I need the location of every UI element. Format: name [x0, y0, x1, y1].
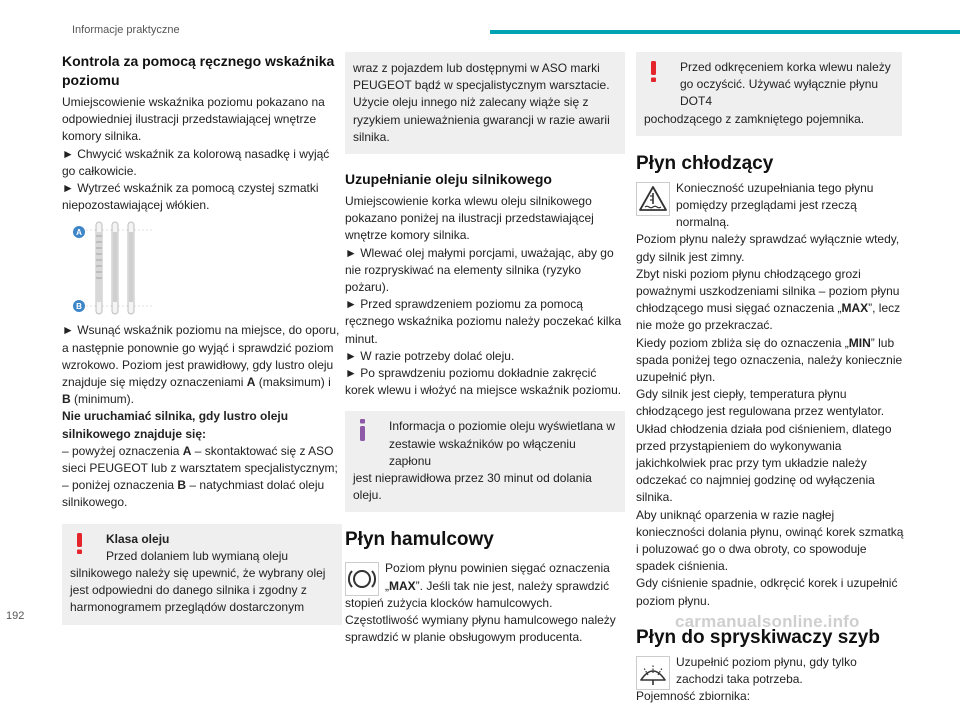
coolant-pressure-text: Układ chłodzenia działa pod ciśnieniem, dlatego przed przystąpieniem do wykonywania jakichkolwiek prac przy tym układzie należy odczekać co najmniej godzinę od wyłączenia silnika. — [636, 421, 892, 505]
dipstick-step-3: ► Wsunąć wskaźnik poziomu na miejsce, do oporu, a następnie ponownie go wyjąć i sprawdzić poziom wzrokowo. Poziom jest prawidłowy, gdy lustro oleju znajduje się między oznaczeniami A (maksimum) i B (minimum). — [62, 323, 340, 407]
washer-text-start: Uzupełnić poziom płynu, gdy tylko zachodzi taka potrzeba. — [676, 654, 857, 687]
coolant-text-start: Konieczność uzupełniania tego płynu pomiędzy przeglądami jest rzeczą normalną. — [676, 180, 874, 230]
brake-fluid-text-start: Poziom płynu powinien sięgać oznaczenia „MAX”. Jeśli tak nie jest, należy sprawdzić — [385, 561, 610, 593]
dipstick-drawing — [62, 222, 152, 314]
coolant-icon — [636, 182, 670, 216]
heading-brake-fluid: Płyn hamulcowy — [345, 529, 494, 551]
oil-level-info-start: Informacja o poziomie oleju wyświetlana w zestawie wskaźników po włączeniu zapłonu — [389, 419, 616, 468]
oil-grade-note — [62, 524, 342, 625]
info-icon — [353, 418, 373, 442]
column-3 — [636, 52, 904, 706]
washer-fluid-section — [636, 654, 904, 688]
warning-above-a: – powyżej oznaczenia A – skontaktować się z ASO sieci PEUGEOT lub z warsztatem specjalistycznym; — [62, 443, 338, 476]
warning-exclamation-icon — [644, 59, 664, 83]
oil-level-info-text: jest nieprawidłowa przez 30 minut od dolania oleju. — [353, 471, 592, 503]
coolant-refill-text: Gdy ciśnienie spadnie, odkręcić korek i uzupełnić poziom płynu. — [636, 576, 898, 608]
brake-fluid-text: stopień zużycia klocków hamulcowych. Częstotliwość wymiany płynu hamulcowego należy sprawdzić w planie obsługowym producenta. — [345, 595, 616, 645]
refill-location-text: Umiejscowienie korka wlewu oleju silnikowego pokazano poniżej na ilustracji przedstawiającej wnętrze komory silnika. — [345, 194, 594, 243]
oil-grade-text: silnikowego należy się upewnić, że wybrany olej jest odpowiedni do danego silnika i zgodny z harmonogramem przeglądów dostarczonym — [70, 566, 326, 615]
header-accent-bar — [490, 30, 960, 34]
oil-grade-note-continued — [345, 52, 625, 154]
refill-step-1: ► Wlewać olej małymi porcjami, uważając, aby go nie rozpryskiwać na elementy silnika (ryzyko pożaru). — [345, 245, 614, 295]
oil-grade-text-continued: wraz z pojazdem lub dostępnymi w ASO marki PEUGEOT bądź w specjalistycznym warsztacie. Użycie oleju innego niż zalecany wiąże się z ryzykiem unieważnienia gwarancji w razie awarii silnika. — [353, 61, 610, 144]
page-number: 192 — [6, 610, 25, 622]
coolant-fan-text: Gdy silnik jest ciepły, temperatura płynu chłodzącego jest regulowana przez wentylator. — [636, 387, 885, 419]
warning-below-b: – poniżej oznaczenia B – natychmiast dolać oleju silnikowego. — [62, 478, 325, 510]
brake-warning-text: pochodzącego z zamkniętego pojemnika. — [644, 111, 865, 126]
heading-washer-fluid: Płyn do spryskiwaczy szyb — [636, 626, 880, 648]
coolant-min-text: Kiedy poziom zbliża się do oznaczenia „MIN” lub spada poniżej tego oznaczenia, należy koniecznie uzupełnić płyn. — [636, 335, 903, 385]
heading-manual-dipstick: Kontrola za pomocą ręcznego wskaźnika poziomu — [62, 53, 335, 88]
dipstick-location-text: Umiejscowienie wskaźnika poziomu pokazano na odpowiedniej ilustracji przedstawiającej wnętrze komory silnika. — [62, 95, 325, 144]
refill-step-3: ► W razie potrzeby dolać oleju. — [345, 348, 515, 363]
column-2 — [345, 52, 625, 646]
warning-exclamation-icon — [70, 531, 90, 555]
figure-label-b: B — [76, 302, 82, 312]
engine-warning-bold: Nie uruchamiać silnika, gdy lustro oleju silnikowego znajduje się: — [62, 409, 289, 441]
coolant-section — [636, 180, 904, 232]
coolant-level-text: Zbyt niski poziom płynu chłodzącego grozi poważnymi uszkodzeniami silnika – poziom płynu chłodzącego musi sięgać oznaczenia „MAX”, lecz nie może go przekraczać. — [636, 266, 901, 333]
brake-fluid-icon — [345, 562, 379, 596]
dipstick-step-1: ► Chwycić wskaźnik za kolorową nasadkę i wyjąć go całkowicie. — [62, 146, 330, 178]
brake-fluid-warning-note — [636, 52, 902, 136]
washer-capacity-label: Pojemność zbiornika: — [636, 689, 751, 704]
coolant-burn-text: Aby uniknąć oparzenia w razie nagłej konieczności dolania płynu, owinąć korek szmatką i poluzować go o dwa obroty, co spowoduje spadek ciśnienia. — [636, 507, 904, 574]
heading-oil-refill: Uzupełnianie oleju silnikowego — [345, 171, 552, 188]
running-header: Informacje praktyczne — [72, 24, 180, 36]
brake-fluid-section — [345, 560, 625, 646]
brake-warning-start: Przed odkręceniem korka wlewu należy go oczyścić. Używać wyłącznie płynu DOT4 — [680, 60, 891, 109]
figure-label-a: A — [76, 228, 82, 238]
dipstick-illustration — [62, 222, 342, 314]
oil-level-info-note — [345, 411, 625, 512]
refill-step-2: ► Przed sprawdzeniem poziomu za pomocą ręcznego wskaźnika poziomu należy poczekać kilka minut. — [345, 297, 622, 346]
oil-grade-text-start: Przed dolaniem lub wymianą oleju — [106, 548, 289, 563]
heading-coolant: Płyn chłodzący — [636, 152, 774, 174]
column-1 — [62, 52, 342, 625]
oil-grade-title: Klasa oleju — [106, 531, 170, 546]
refill-step-4: ► Po sprawdzeniu poziomu dokładnie zakręcić korek wlewu i włożyć na miejsce wskaźnik poziomu. — [345, 366, 622, 398]
washer-fluid-icon — [636, 656, 670, 690]
watermark-text: carmanualsonline.info — [675, 612, 860, 631]
coolant-check-text: Poziom płynu należy sprawdzać wyłącznie wtedy, gdy silnik jest zimny. — [636, 232, 900, 264]
dipstick-step-2: ► Wytrzeć wskaźnik za pomocą czystej szmatki niepozostawiającej włókien. — [62, 181, 319, 213]
